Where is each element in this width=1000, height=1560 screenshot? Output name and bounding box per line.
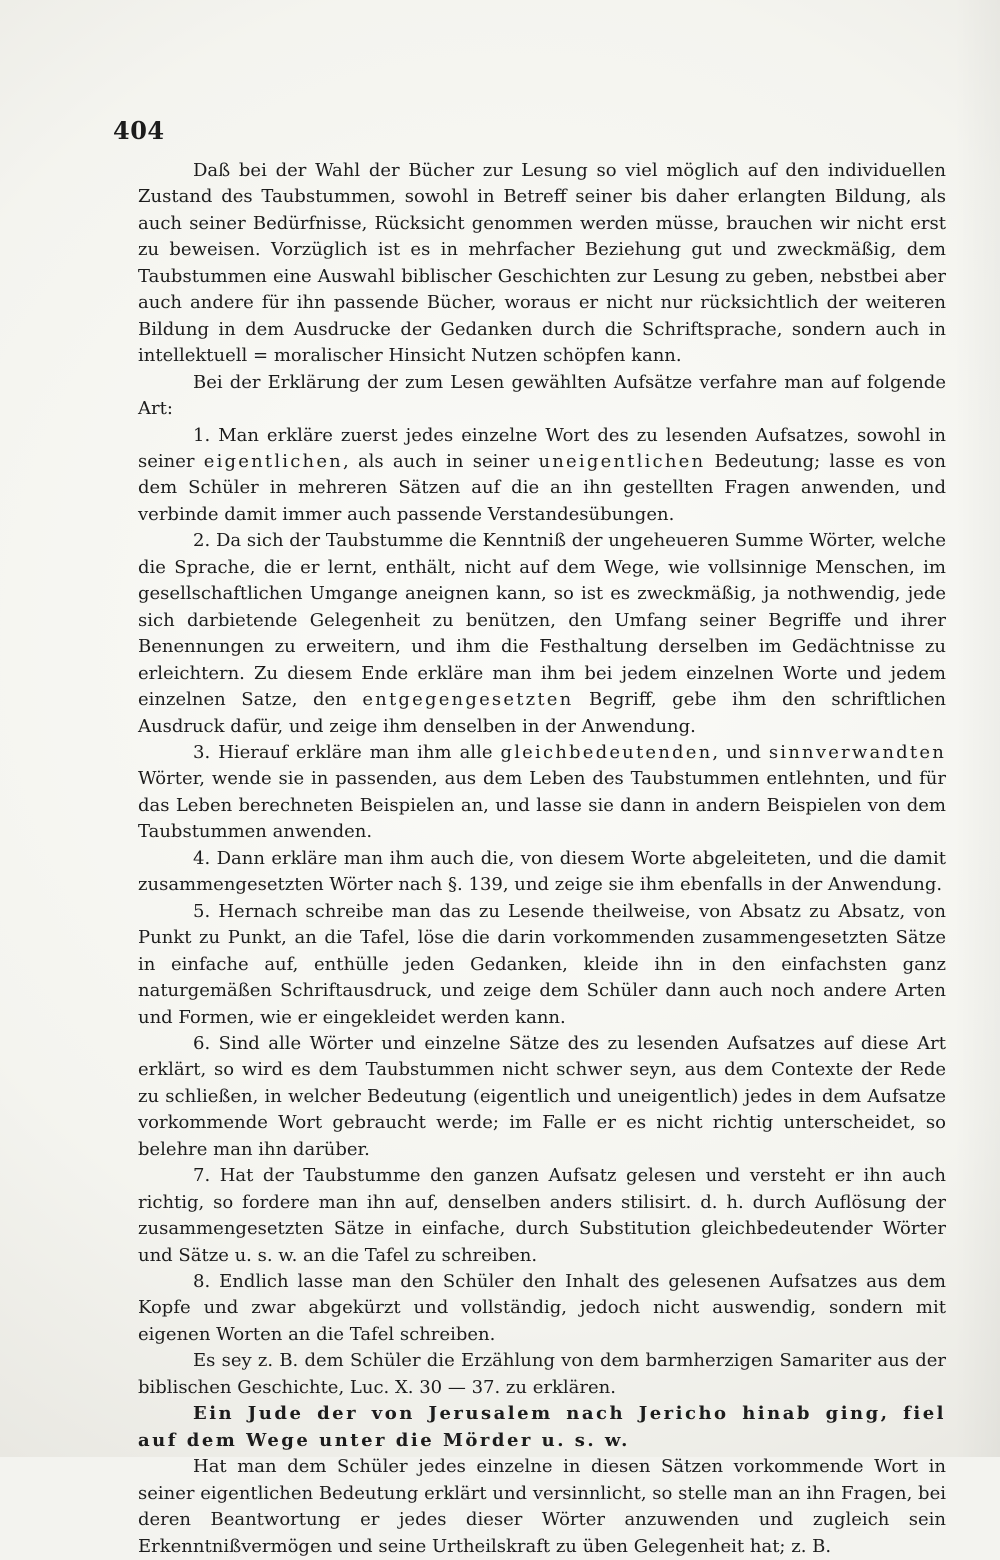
item-text: Da sich der Taubstumme die Kenntniß der ungeheueren Summe Wörter, welche die Sprache, die er lernt, enthält, nicht auf dem Wege, wie vollsinnige Menschen, im gesellschaftlichen Umgange aneignen kann, so ist es zweckmäßig, ja nothwendig, jede sich darbietende Gelegenheit zu benützen, den Umfang seiner Begriffe und ihrer Benennungen zu erweitern, und ihm die Festhaltung derselben im Gedächtnisse zu erleichtern. Zu diesem Ende erkläre man ihm bei jedem einzelnen Worte und jedem einzelnen Satze, den	[138, 530, 947, 711]
item-number: 6.	[193, 1032, 211, 1054]
numbered-item	[138, 423, 946, 529]
spaced-emphasis: uneigentlichen	[538, 450, 706, 472]
item-text: Hat der Taubstumme den ganzen Aufsatz gelesen und versteht er ihn auch richtig, so fordere man ihn auf, denselben anders stilisirt. d. h. durch Auflösung der zusammengesetzten Sätze in einfache, durch Substitution gleichbedeutender Wörter und Sätze u. s. w. an die Tafel zu schreiben.	[138, 1165, 946, 1266]
item-number: 5.	[193, 900, 211, 922]
item-text: , als auch in seiner	[342, 450, 539, 472]
intro-paragraph: Daß bei der Wahl der Bücher zur Lesung so viel möglich auf den individuellen Zustand des Taubstummen, sowohl in Betreff seiner bis daher erlangten Bildung, als auch seiner Bedürfnisse, Rücksicht genommen werden müsse, brauchen wir nicht erst zu beweisen. Vorzüglich ist es in mehrfacher Beziehung gut und zweckmäßig, dem Taubstummen eine Auswahl biblischer Geschichten zur Lesung zu geben, nebstbei aber auch andere für ihn passende Bücher, woraus er nicht nur rücksichtlich der weiteren Bildung in dem Ausdrucke der Gedanken durch die Schriftsprache, sondern auch in intellektuell = moralischer Hinsicht Nutzen schöpfen kann.	[138, 160, 946, 367]
method-paragraph: Bei der Erklärung der zum Lesen gewählten Aufsätze verfahre man auf folgende Art:	[138, 371, 946, 420]
spaced-emphasis: entgegengesetzten	[362, 689, 574, 711]
item-text: Sind alle Wörter und einzelne Sätze des zu lesenden Aufsatzes auf diese Art erklärt, so wird es dem Taubstummen nicht schwer seyn, aus dem Contexte der Rede zu schließen, in welcher Bedeutung (eigentlich und uneigentlich) jedes in dem Aufsatze vorkommende Wort gebraucht werde; im Falle er es nicht richtig unterscheidet, so belehre man ihn darüber.	[138, 1032, 946, 1160]
numbered-item	[138, 1031, 946, 1163]
example-intro: Es sey z. B. dem Schüler die Erzählung von dem barmherzigen Samariter aus der biblischen Geschichte, Luc. X. 30 — 37. zu erklären.	[138, 1350, 946, 1398]
numbered-item	[138, 528, 946, 740]
item-text: Hernach schreibe man das zu Lesende theilweise, von Absatz zu Absatz, von Punkt zu Punkt, an die Tafel, löse die darin vorkommenden zusammengesetzten Sätze in einfache auf, enthülle jeden Gedanken, kleide ihn in den einfachsten ganz naturgemäßen Schriftausdruck, und zeige dem Schüler dann auch noch andere Arten und Formen, wie er eingekleidet werden kann.	[138, 900, 946, 1028]
item-number: 8.	[193, 1271, 211, 1293]
numbered-item	[138, 1163, 946, 1269]
page-body	[138, 158, 946, 1560]
numbered-item	[138, 740, 946, 846]
item-text: , und	[712, 741, 769, 763]
spaced-emphasis: sinnverwandten	[768, 741, 946, 763]
page-edge-shadow	[955, 0, 1000, 1457]
item-number: 1.	[193, 424, 211, 446]
item-number: 7.	[193, 1165, 211, 1187]
numbered-item	[138, 846, 946, 899]
numbered-item	[138, 899, 946, 1031]
spaced-emphasis: gleichbedeutenden	[500, 741, 713, 763]
item-number: 3.	[193, 741, 211, 763]
page-number: 404	[113, 116, 165, 145]
item-text: Man erkläre zuerst jedes einzelne Wort des zu lesenden Aufsatzes, sowohl in seiner	[138, 424, 946, 472]
numbered-item	[138, 1269, 946, 1348]
item-text: Dann erkläre man ihm auch die, von diesem Worte abgeleiteten, und die damit zusammengesetzten Wörter nach §. 139, und zeige sie ihm ebenfalls in der Anwendung.	[138, 847, 946, 896]
item-text: Bedeutung; lasse es von dem Schüler in mehreren Sätzen auf die an ihn gestellten Fragen anwenden, und verbinde damit immer auch passende Verstandesübungen.	[138, 450, 946, 525]
item-text: Hierauf erkläre man ihm alle	[218, 741, 501, 763]
example-quote: Ein Jude der von Jerusalem nach Jericho hinab ging, fiel auf dem Wege unter die Mörder u. s. w.	[138, 1403, 946, 1451]
closing-paragraph: Hat man dem Schüler jedes einzelne in diesen Sätzen vorkommende Wort in seiner eigentlichen Bedeutung erklärt und versinnlicht, so stelle man an ihn Fragen, bei deren Beantwortung er jedes dieser Wörter anzuwenden und zugleich sein Erkenntnißvermögen und seine Urtheilskraft zu üben Gelegenheit hat; z. B.	[138, 1456, 946, 1557]
item-number: 2.	[193, 530, 211, 552]
spaced-emphasis: eigentlichen	[203, 450, 343, 472]
item-text: Wörter, wende sie in passenden, aus dem Leben des Taubstummen entlehnten, und für das Leben berechneten Beispielen an, und lasse sie dann in andern Beispielen von dem Taubstummen anwenden.	[138, 768, 946, 843]
item-text: Begriff, gebe ihm den schriftlichen Ausdruck dafür, und zeige ihm denselben in der Anwendung.	[138, 689, 946, 737]
item-number: 4.	[193, 847, 211, 869]
item-text: Endlich lasse man den Schüler den Inhalt des gelesenen Aufsatzes aus dem Kopfe und zwar abgekürzt und vollständig, jedoch nicht auswendig, sondern mit eigenen Worten an die Tafel schreiben.	[138, 1271, 946, 1345]
